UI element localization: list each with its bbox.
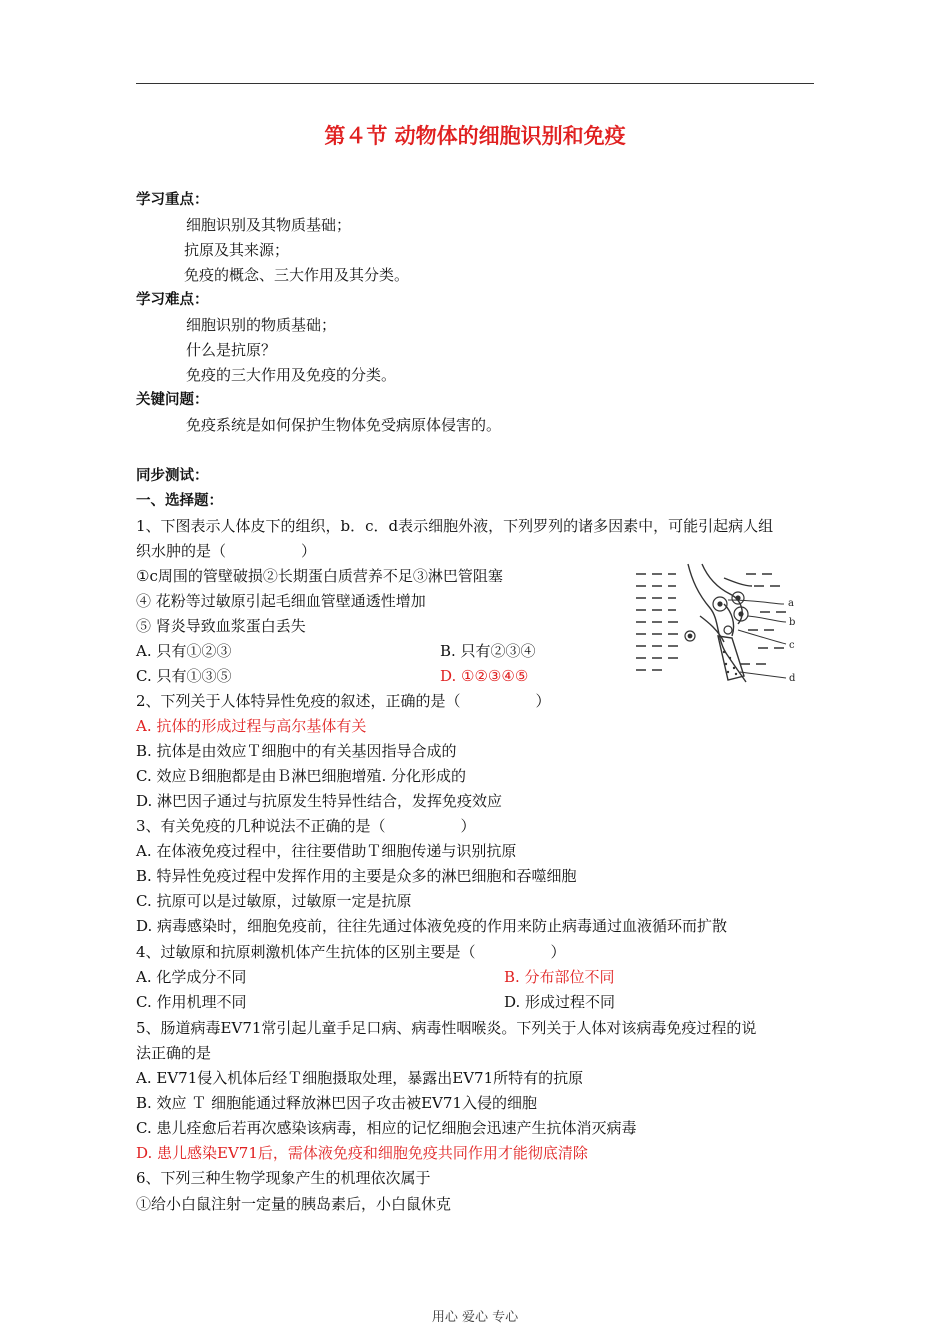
q4-option-d: D. 形成过程不同 [504,993,616,1011]
q4-option-c: C. 作用机理不同 [136,993,247,1011]
q1-factor: ④ 花粉等过敏原引起毛细血管壁通透性增加 [136,592,426,610]
diagram-label-d: d [789,673,796,684]
q5-option-c: C. 患儿痊愈后若再次感染该病毒，相应的记忆细胞会迅速产生抗体消灭病毒 [136,1119,637,1137]
q5-stem: 法正确的是 [136,1044,212,1062]
q2-stem: 2、下列关于人体特异性免疫的叙述，正确的是（ ） [136,692,551,710]
q3-option-a: A. 在体液免疫过程中，往往要借助Ｔ细胞传递与识别抗原 [136,842,517,860]
diagram-label-c: c [789,640,795,651]
q5-option-a: A. EV71侵入机体后经Ｔ细胞摄取处理，暴露出EV71所特有的抗原 [136,1069,584,1087]
q2-option-b: B. 抗体是由效应Ｔ细胞中的有关基因指导合成的 [136,742,457,760]
focus-item: 抗原及其来源； [184,241,290,259]
section-heading: 一、选择题： [136,493,223,509]
q4-stem: 4、过敏原和抗原刺激机体产生抗体的区别主要是（ ） [136,943,566,961]
q1-stem: 织水肿的是（ ） [136,542,317,560]
q3-option-b: B. 特异性免疫过程中发挥作用的主要是众多的淋巴细胞和吞噬细胞 [136,867,577,885]
page-footer: 用心 爱心 专心 [431,1310,519,1325]
q3-option-d: D. 病毒感染时，细胞免疫前，往往先通过体液免疫的作用来防止病毒通过血液循环而扩散 [136,917,728,935]
q1-factor: ⑤ 肾炎导致血浆蛋白丢失 [136,617,306,635]
tissue-diagram [628,560,800,684]
q1-stem: 1、下图表示人体皮下的组织，b．c．d表示细胞外液，下列罗列的诸多因素中，可能引起病人组 [136,517,774,535]
q4-option-b: B. 分布部位不同 [504,968,615,986]
q5-stem: 5、肠道病毒EV71常引起儿童手足口病、病毒性咽喉炎。下列关于人体对该病毒免疫过程的说 [136,1019,757,1037]
q1-option-b: B. 只有②③④ [440,642,536,660]
q2-option-d: D. 淋巴因子通过与抗原发生特异性结合，发挥免疫效应 [136,792,503,810]
difficulty-item: 免疫的三大作用及免疫的分类。 [186,366,397,384]
q2-option-c: C. 效应Ｂ细胞都是由Ｂ淋巴细胞增殖. 分化形成的 [136,767,467,785]
q6-stem: 6、下列三种生物学现象产生的机理依次属于 [136,1169,431,1187]
difficulty-heading: 学习难点： [136,292,209,308]
q4-option-a: A. 化学成分不同 [136,968,247,986]
difficulty-item: 细胞识别的物质基础； [186,316,337,334]
q1-option-c: C. 只有①③⑤ [136,667,232,685]
focus-heading: 学习重点： [136,192,209,208]
diagram-label-b: b [789,617,796,628]
focus-item: 免疫的概念、三大作用及其分类。 [184,266,410,284]
q6-item: ①给小白鼠注射一定量的胰岛素后，小白鼠休克 [136,1195,452,1213]
difficulty-item: 什么是抗原？ [186,341,277,359]
q1-option-d: D. ①②③④⑤ [440,667,529,685]
q5-option-b: B. 效应 Ｔ 细胞能通过释放淋巴因子攻击被EV71入侵的细胞 [136,1094,537,1112]
q2-option-a: A. 抗体的形成过程与高尔基体有关 [136,717,367,735]
q3-stem: 3、有关免疫的几种说法不正确的是（ ） [136,817,476,835]
key-text: 免疫系统是如何保护生物体免受病原体侵害的。 [186,416,502,434]
key-heading: 关键问题： [136,392,209,408]
page-title: 第４节 动物体的细胞识别和免疫 [324,124,626,148]
diagram-label-a: a [788,598,794,609]
q1-option-a: A. 只有①②③ [136,642,232,660]
test-heading: 同步测试： [136,468,209,484]
header-rule [136,83,814,84]
focus-item: 细胞识别及其物质基础； [186,216,352,234]
q1-factor: ①c周围的管壁破损②长期蛋白质营养不足③淋巴管阻塞 [136,567,503,585]
q3-option-c: C. 抗原可以是过敏原，过敏原一定是抗原 [136,892,412,910]
q5-option-d: D. 患儿感染EV71后，需体液免疫和细胞免疫共同作用才能彻底清除 [136,1144,588,1162]
